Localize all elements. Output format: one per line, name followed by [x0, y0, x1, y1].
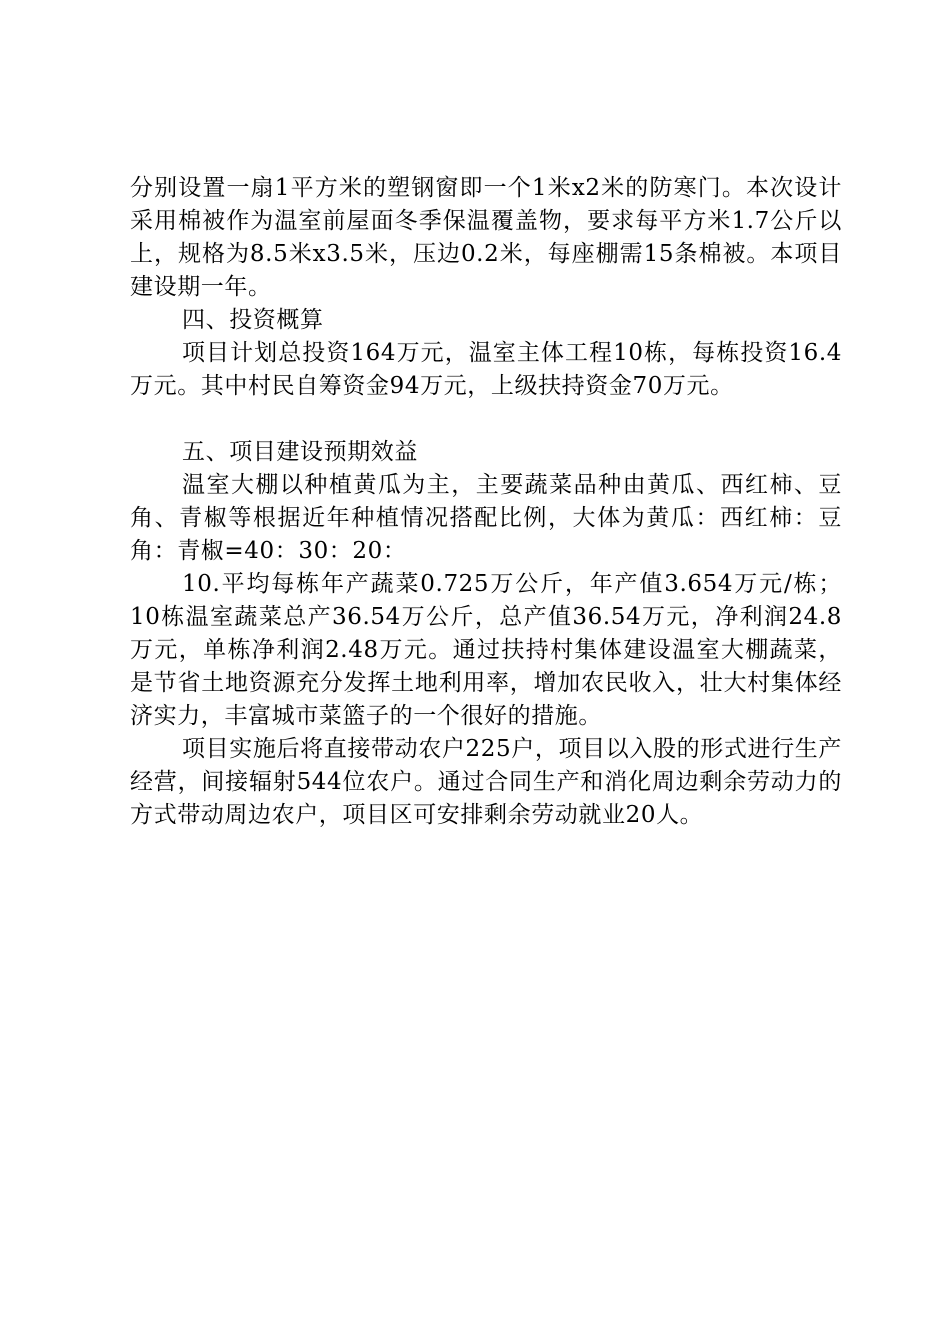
- paragraph-investment: 项目计划总投资164万元，温室主体工程10栋，每栋投资16.4万元。其中村民自筹资金94万元，上级扶持资金70万元。: [130, 340, 842, 399]
- paragraph-crops: 温室大棚以种植黄瓜为主，主要蔬菜品种由黄瓜、西红柿、豆角、青椒等根据近年种植情况搭配比例，大体为黄瓜：西红柿：豆角：青椒=40：30：20：: [130, 472, 842, 564]
- paragraph-employment: 项目实施后将直接带动农户225户，项目以入股的形式进行生产经营，间接辐射544位农户。通过合同生产和消化周边剩余劳动力的方式带动周边农户，项目区可安排剩余劳动就业20人。: [130, 736, 842, 828]
- section-heading-benefits: 五、项目建设预期效益: [182, 439, 418, 465]
- paragraph-yield: 10.平均每栋年产蔬菜0.725万公斤，年产值3.654万元/栋；10栋温室蔬菜总产36.54万公斤，总产值36.54万元，净利润24.8万元，单栋净利润2.48万元。通过扶持村集体建设温室大棚蔬菜，是节省土地资源充分发挥土地利用率，增加农民收入，壮大村集体经济实力，丰富城市菜篮子的一个很好的措施。: [130, 571, 842, 729]
- paragraph-continuation: 分别设置一扇1平方米的塑钢窗即一个1米x2米的防寒门。本次设计采用棉被作为温室前屋面冬季保温覆盖物，要求每平方米1.7公斤以上，规格为8.5米x3.5米，压边0.2米，每座棚需15条棉被。本项目建设期一年。: [130, 175, 842, 300]
- document-body: [130, 172, 842, 832]
- section-heading-investment: 四、投资概算: [182, 307, 324, 333]
